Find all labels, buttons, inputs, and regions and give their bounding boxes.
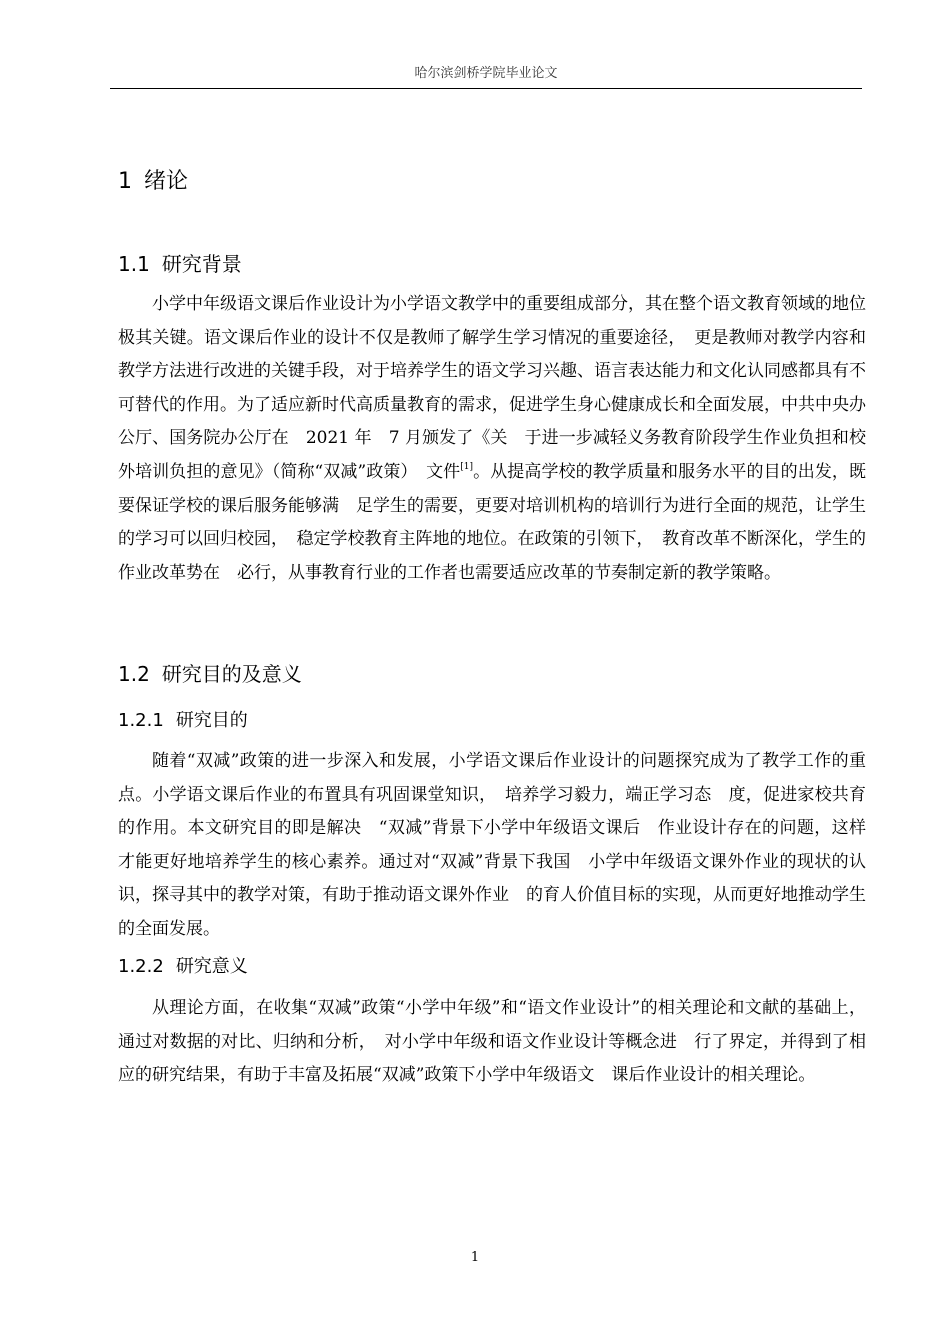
chapter-title: 绪论 [144, 169, 189, 194]
subsection-heading-1-2-1 [118, 706, 248, 732]
running-header: 哈尔滨剑桥学院毕业论文 [414, 66, 558, 81]
section-heading-1-2 [118, 658, 302, 687]
section-heading-1-1 [118, 248, 242, 277]
paragraph-text: 。从提高学校的教学质量和服务水平的目的出发，既要保证学校的课后服务能够满 足学生的需要，更要对培训机构的培训行为进行全面的规范，让学生的学习可以回归校园， 稳定学校教育主阵地的地位。在政策的引领下， 教育改革不断深化，学生的作业改革势在 必行，从事教育行业的工作者也需要适应改革的节奏制定新的教学策略。 [118, 461, 867, 583]
citation-marker: [1] [460, 461, 474, 472]
page-number: 1 [470, 1250, 480, 1265]
section-number: 1.1 [118, 252, 150, 276]
subsection-heading-1-2-2 [118, 952, 248, 978]
chapter-number: 1 [118, 169, 132, 194]
section-title: 研究目的及意义 [161, 662, 302, 686]
paragraph-purpose: 随着“双减”政策的进一步深入和发展，小学语文课后作业设计的问题探究成为了教学工作的重点。小学语文课后作业的布置具有巩固课堂知识， 培养学习毅力，端正学习态 度，促进家校共育的作用。本文研究目的即是解决 “双减”背景下小学中年级语文课后 作业设计存在的问题，这样才能更好地培养学生的核心素养。通过对“双减”背景下我国 小学中年级语文课外作业的现状的认识，探寻其中的教学对策，有助于推动语文课外作业 的育人价值目标的实现，从而更好地推动学生的全面发展。 [118, 751, 866, 939]
subsection-title: 研究目的 [175, 710, 248, 731]
paragraph-text: 小学中年级语文课后作业设计为小学语文教学中的重要组成部分，其在整个语文教育领域的地位极其关键。语文课后作业的设计不仅是教师了解学生学习情况的重要途径， 更是教师对教学内容和教学方法进行改进的关键手段，对于培养学生的语文学习兴趣、语言表达能力和文化认同感都具有不可替代的作用。为了适应新时代高质量教育的需求，促进学生身心健康成长和全面发展，中共中央办公厅、国务院办公厅在 2021 年 7 月颁发了《关 于进一步减轻义务教育阶段学生作业负担和校外培训负担的意见》（简称“双减”政策） 文件 [118, 294, 866, 482]
subsection-number: 1.2.2 [118, 956, 164, 977]
subsection-number: 1.2.1 [118, 710, 164, 731]
header-rule [110, 88, 862, 89]
subsection-title: 研究意义 [175, 956, 248, 977]
section-title: 研究背景 [161, 252, 242, 276]
chapter-heading [118, 164, 188, 195]
section-number: 1.2 [118, 662, 150, 686]
paragraph-significance: 从理论方面，在收集“双减”政策“小学中年级”和“语文作业设计”的相关理论和文献的基础上，通过对数据的对比、归纳和分析， 对小学中年级和语文作业设计等概念进 行了界定，并得到了相应的研究结果，有助于丰富及拓展“双减”政策下小学中年级语文 课后作业设计的相关理论。 [118, 998, 866, 1086]
paragraph-background [118, 288, 866, 590]
